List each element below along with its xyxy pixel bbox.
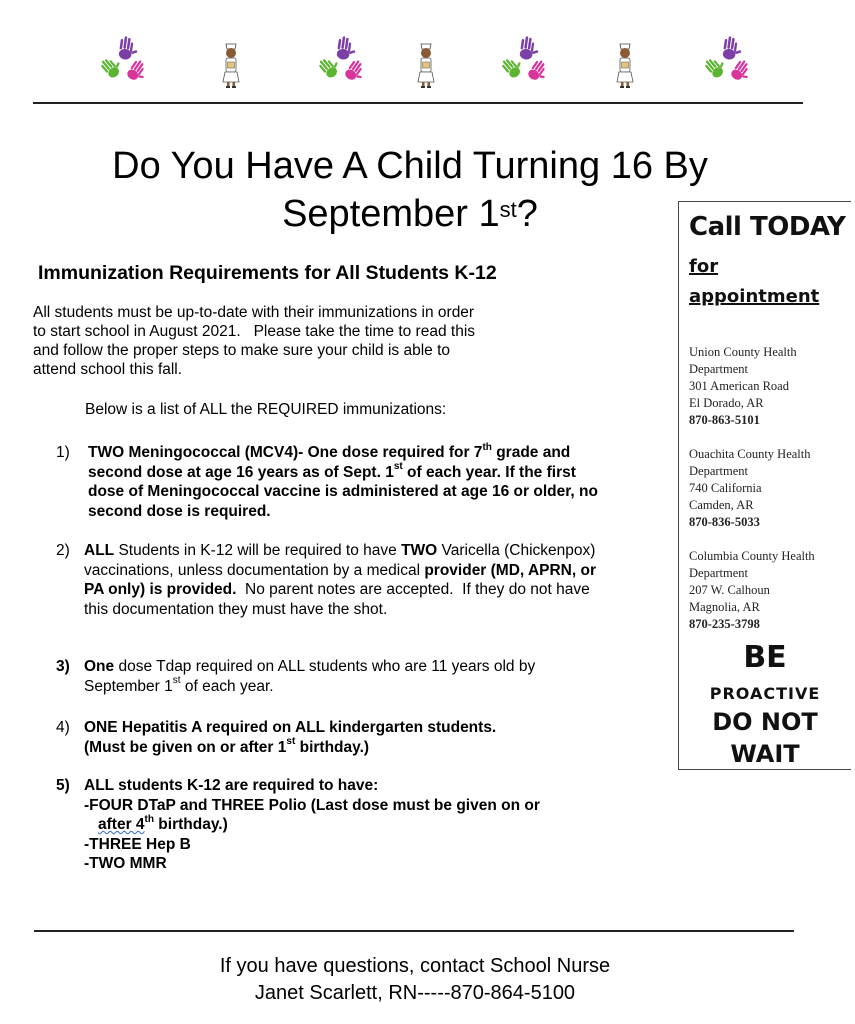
call-today-heading: Call TODAY [689,212,846,242]
item-number: 4) [56,719,70,736]
phone-number: 870-235-3798 [689,617,760,631]
requirement-item-5: 5) ALL students K-12 are required to have: -FOUR DTaP and THREE Polio (Last dose must be given on or after 4th birthday.) -THREE Hep B -TWO MMR [56,777,540,872]
contact-footer [100,953,730,1007]
section-heading: Immunization Requirements for All Students K-12 [38,262,497,284]
bottom-divider [34,930,794,932]
item-number: 2) [56,542,70,559]
page-title [40,142,780,238]
handprints-icon [314,32,370,90]
phone-number: 870-836-5033 [689,515,760,529]
dept-columbia-county: Columbia County Health Department 207 W. Calhoun Magnolia, AR 870-235-3798 [689,548,849,633]
dept-ouachita-county: Ouachita County Health Department 740 California Camden, AR 870-836-5033 [689,446,849,531]
dept-union-county: Union County Health Department 301 American Road El Dorado, AR 870-863-5101 [689,344,849,429]
title-line-2: September 1st? [282,193,538,235]
item-number: 1) [56,444,70,461]
footer-line-2: Janet Scarlett, RN-----870-864-5100 [254,982,576,1004]
handprints-icon [96,32,152,90]
handprints-icon [497,32,553,90]
item-number: 3) [56,658,70,675]
title-line-1: Do You Have A Child Turning 16 By [112,145,708,187]
for-label: for [689,256,719,277]
do-not-text: DO NOT [712,708,818,736]
appointment-label: appointment [689,286,820,307]
nurse-icon [216,40,246,92]
intro-paragraph: All students must be up-to-date with their immunizations in order to start school in August 2021. Please take the time to read this and follow the proper steps to make sure your child is able to attend school this fall. [33,304,476,378]
footer-line-1: If you have questions, contact School Nurse [219,955,611,977]
wait-text: WAIT [730,740,800,768]
appointment-sidebar [678,201,851,770]
requirement-item-3: 3) One dose Tdap required on ALL students who are 11 years old by September 1st of each year. [56,658,536,695]
list-lead-text: Below is a list of ALL the REQUIRED immunizations: [85,401,447,418]
requirement-item-4: 4) ONE Hepatitis A required on ALL kindergarten students. (Must be given on or after 1st birthday.) [56,719,497,756]
phone-number: 870-863-5101 [689,413,760,427]
top-divider [33,102,803,104]
requirement-item-1: 1) TWO Meningococcal (MCV4)- One dose required for 7th grade and second dose at age 16 years as of Sept. 1st of each year. If the first dose of Meningococcal vaccine is administered at age 16 or older, no second dose is required. [56,441,598,520]
nurse-icon [610,40,640,92]
handprints-icon [700,32,756,90]
proactive-text: PROACTIVE [709,684,821,703]
nurse-icon [411,40,441,92]
item-number: 5) [56,777,70,794]
be-text: BE [743,640,787,675]
requirement-item-2: 2) ALL Students in K-12 will be required to have TWO Varicella (Chickenpox) vaccinations, unless documentation by a medical provider (MD, APRN, or PA only) is provided. No parent notes are accepted. If they do not have this documentation they must have the shot. [56,542,596,618]
